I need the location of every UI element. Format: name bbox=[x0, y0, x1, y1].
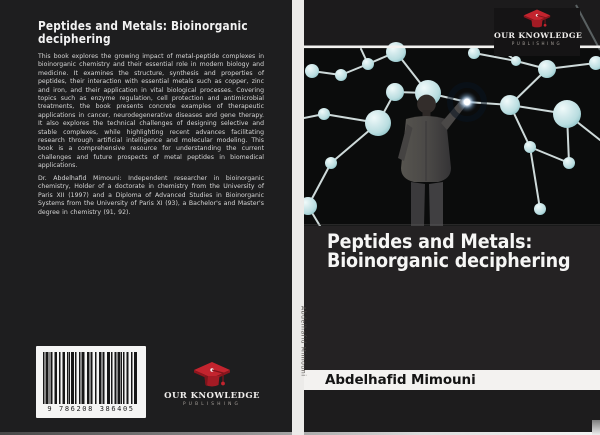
book-spine bbox=[292, 0, 307, 435]
publisher-tagline: PUBLISHING bbox=[511, 41, 563, 46]
page-edge-corner bbox=[592, 420, 600, 435]
graduation-cap-icon bbox=[522, 8, 552, 30]
spine-author: Abdelhafid Mimouni bbox=[299, 306, 307, 377]
author-band bbox=[304, 370, 600, 390]
publisher-name: OUR KNOWLEDGE bbox=[164, 391, 260, 401]
back-cover-panel bbox=[0, 0, 292, 435]
back-title-line1: Peptides and Metals: Bioinorganic bbox=[38, 19, 248, 33]
publisher-logo-back bbox=[152, 360, 272, 407]
front-title-area bbox=[304, 226, 600, 370]
front-bottom-area bbox=[304, 390, 600, 435]
publisher-logo-front bbox=[494, 8, 583, 56]
barcode-number: 9 786208 386405 bbox=[47, 405, 135, 413]
back-title bbox=[38, 20, 258, 47]
front-title-line1: Peptides and Metals: bbox=[327, 230, 533, 253]
barcode-bars-icon bbox=[43, 352, 139, 404]
isbn-barcode bbox=[36, 346, 146, 418]
front-title-line2: Bioinorganic deciphering bbox=[327, 248, 571, 272]
front-title bbox=[327, 230, 571, 272]
publisher-tagline: PUBLISHING bbox=[182, 402, 242, 407]
publisher-name: OUR KNOWLEDGE bbox=[494, 31, 583, 40]
front-author-name: Abdelhafid Mimouni bbox=[325, 372, 476, 388]
graduation-cap-icon bbox=[192, 360, 232, 390]
author-bio: Dr. Abdelhafid Mimouni: Independent researcher in bioinorganic chemistry, Holder of a doctorate in chemistry from the University of Paris XII (1997) and a Diploma of Advanced Studies in Bioinorganic Systems from the University of Paris XI (93), a Bachelor's and Master's degree in chemistry (91, 92). bbox=[38, 175, 264, 216]
back-description: This book explores the growing impact of metal-peptide complexes in bioinorganic chemistry and their essential role in modern biology and medicine. It examines the structure, synthesis and properties of peptides, their interaction with essential metals such as copper, zinc and iron, and their application in vital biological processes. Covering topics such as enzyme regulation, cell protection and antimicrobial treatments, the book presents concrete examples of therapeutic applications in cancer, neurodegenerative diseases and gene therapy. It also explores the technical challenges of designing selective and stable complexes, while highlighting recent advances facilitating research through artificial intelligence and molecular modeling. This book is a comprehensive resource for understanding the current challenges and future prospects of metal peptides in biomedical applications. bbox=[38, 53, 264, 170]
back-title-line2: deciphering bbox=[38, 32, 111, 47]
